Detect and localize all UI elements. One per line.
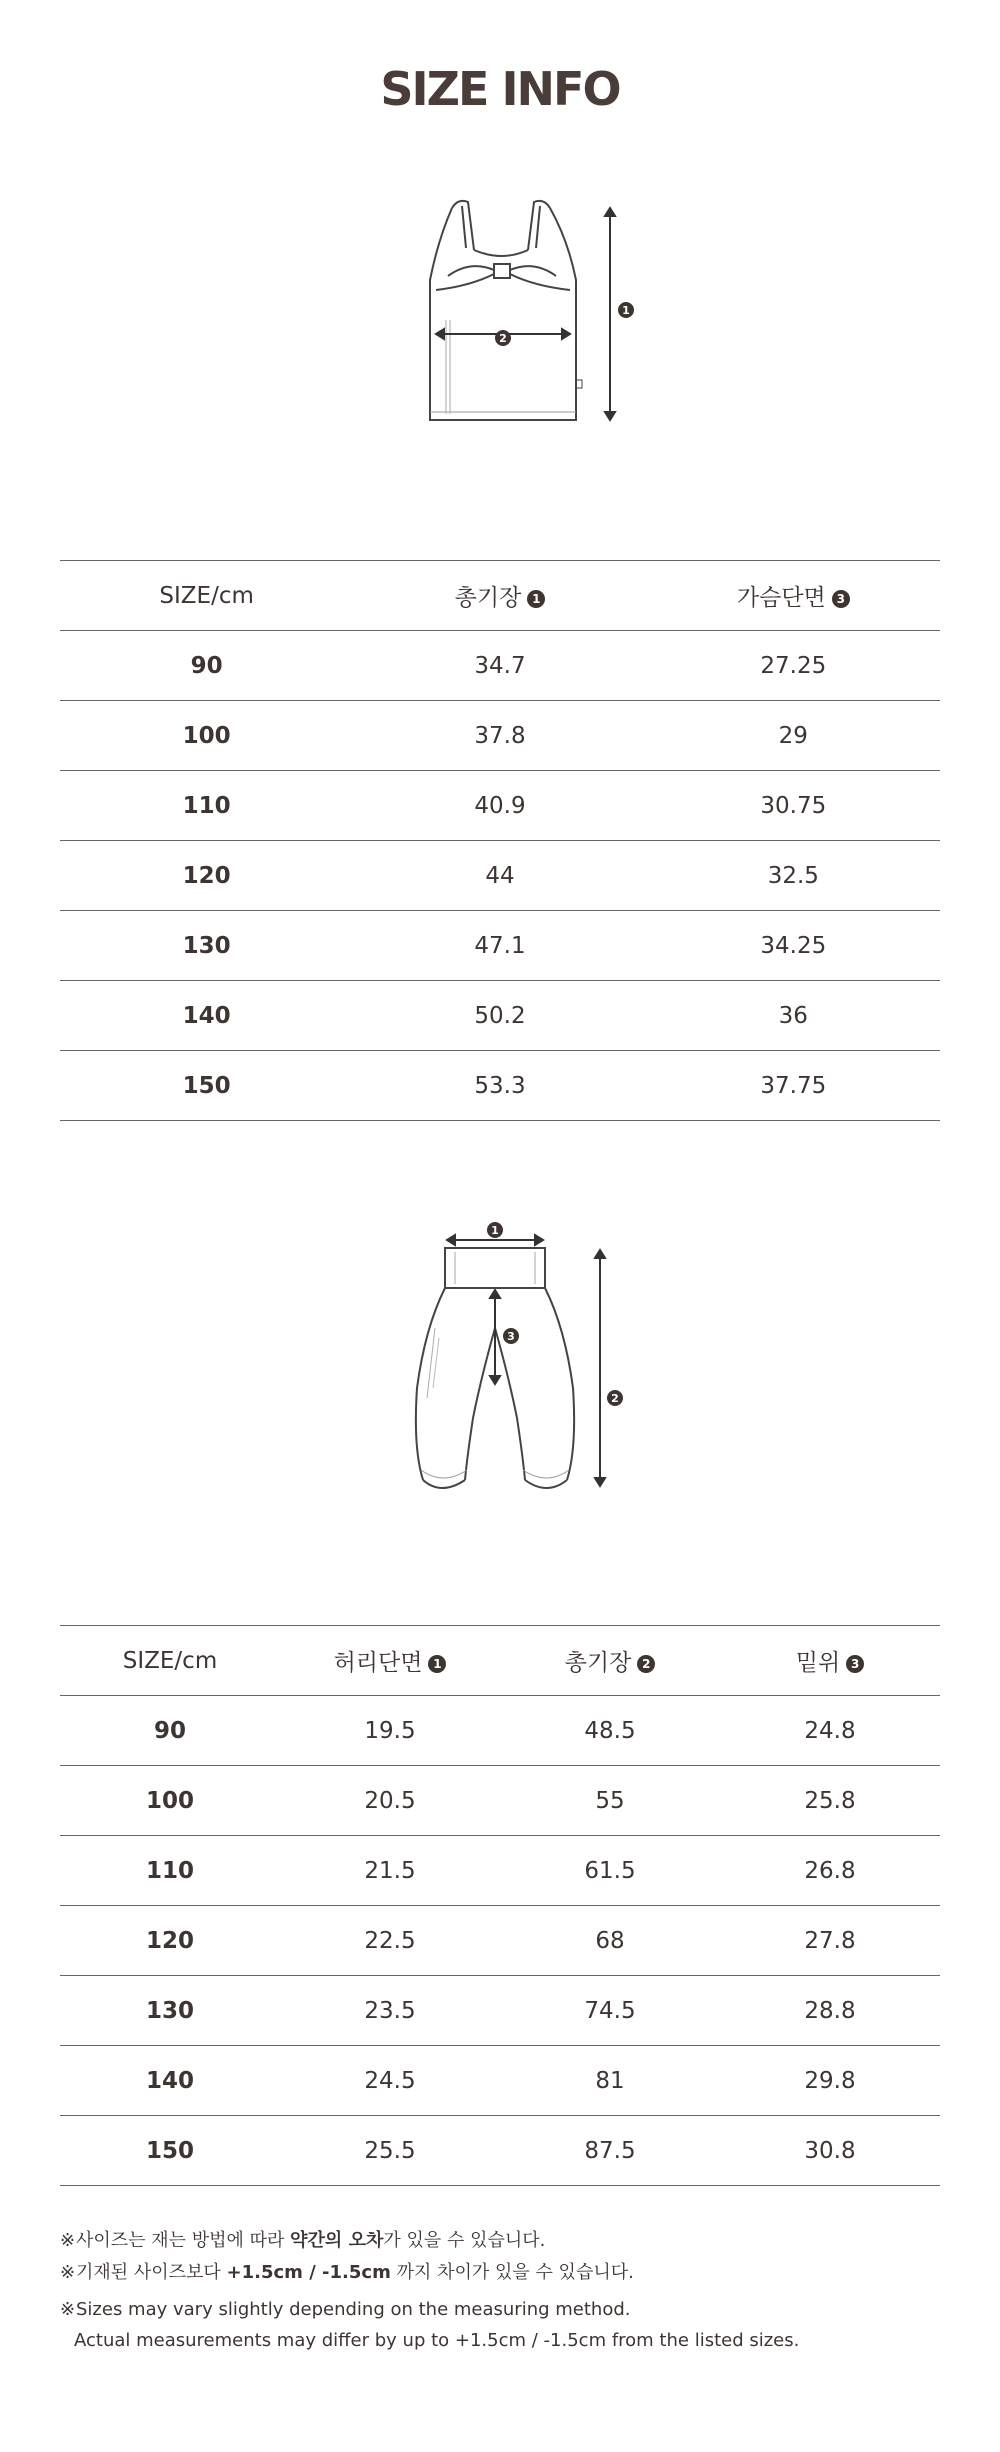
value-cell: 20.5 (364, 1787, 416, 1814)
table-row (60, 1906, 940, 1976)
size-notes (60, 2230, 960, 2366)
value-cell: 27.25 (760, 652, 827, 679)
table-row (60, 771, 940, 841)
note-kr-1: ※사이즈는 재는 방법에 따라 약간의 오차가 있을 수 있습니다. (60, 2230, 546, 2251)
value-cell: 87.5 (584, 2137, 636, 2164)
table-row (60, 1766, 940, 1836)
header-total-length: 총기장 1 (353, 579, 646, 612)
label-1: 1 (622, 304, 630, 317)
tank-top-illustration (400, 190, 660, 440)
value-cell: 44 (485, 862, 515, 889)
value-cell: 68 (595, 1927, 625, 1954)
size-cell: 120 (182, 862, 231, 889)
table-row (60, 911, 940, 981)
value-cell: 36 (778, 1002, 808, 1029)
value-cell: 37.75 (760, 1072, 827, 1099)
value-cell: 40.9 (474, 792, 526, 819)
size-cell: 100 (182, 722, 231, 749)
table-row (60, 1976, 940, 2046)
header-chest-width: 가슴단면 3 (647, 579, 940, 612)
table-row (60, 841, 940, 911)
value-cell: 37.8 (474, 722, 526, 749)
table-row (60, 981, 940, 1051)
size-cell: 140 (145, 2067, 194, 2094)
size-cell: 100 (145, 1787, 194, 1814)
label-length: 2 (611, 1392, 619, 1405)
header-size: SIZE/cm (159, 582, 254, 609)
value-cell: 55 (595, 1787, 625, 1814)
table-row (60, 701, 940, 771)
badge-1: 1 (428, 1655, 446, 1673)
size-cell: 150 (182, 1072, 231, 1099)
value-cell: 24.8 (804, 1717, 856, 1744)
size-cell: 120 (145, 1927, 194, 1954)
value-cell: 24.5 (364, 2067, 416, 2094)
table-row (60, 1051, 940, 1121)
value-cell: 74.5 (584, 1997, 636, 2024)
size-cell: 130 (182, 932, 231, 959)
header-size: SIZE/cm (122, 1647, 218, 1674)
page-title: SIZE INFO (380, 62, 620, 116)
value-cell: 61.5 (584, 1857, 636, 1884)
value-cell: 29 (778, 722, 808, 749)
value-cell: 23.5 (364, 1997, 416, 2024)
size-cell: 110 (182, 792, 231, 819)
size-cell: 90 (190, 652, 223, 679)
size-cell: 90 (153, 1717, 186, 1744)
value-cell: 48.5 (584, 1717, 636, 1744)
value-cell: 22.5 (364, 1927, 416, 1954)
bottom-size-table (60, 1625, 940, 2186)
label-waist: 1 (491, 1224, 499, 1237)
header-waist-width: 허리단면 1 (280, 1644, 500, 1677)
header-rise: 밑위 3 (720, 1644, 940, 1677)
top-size-table (60, 560, 940, 1121)
value-cell: 53.3 (474, 1072, 526, 1099)
size-cell: 140 (182, 1002, 231, 1029)
value-cell: 25.5 (364, 2137, 416, 2164)
value-cell: 27.8 (804, 1927, 856, 1954)
table-header-row (60, 561, 940, 631)
value-cell: 47.1 (474, 932, 526, 959)
badge-3: 3 (832, 590, 850, 608)
table-row (60, 631, 940, 701)
size-cell: 110 (145, 1857, 194, 1884)
value-cell: 29.8 (804, 2067, 856, 2094)
badge-3: 3 (846, 1655, 864, 1673)
value-cell: 21.5 (364, 1857, 416, 1884)
value-cell: 28.8 (804, 1997, 856, 2024)
badge-1: 1 (527, 590, 545, 608)
label-rise: 3 (507, 1330, 515, 1343)
value-cell: 30.75 (760, 792, 827, 819)
size-cell: 130 (145, 1997, 194, 2024)
table-header-row (60, 1626, 940, 1696)
table-row (60, 1696, 940, 1766)
header-total-length: 총기장 2 (500, 1644, 720, 1677)
value-cell: 50.2 (474, 1002, 526, 1029)
value-cell: 25.8 (804, 1787, 856, 1814)
note-kr-2: ※기재된 사이즈보다 +1.5cm / -1.5cm 까지 차이가 있을 수 있습니다. (60, 2262, 634, 2283)
size-cell: 150 (145, 2137, 194, 2164)
badge-2: 2 (637, 1655, 655, 1673)
table-row (60, 1836, 940, 1906)
value-cell: 34.25 (760, 932, 827, 959)
value-cell: 34.7 (474, 652, 526, 679)
label-2: 2 (499, 332, 507, 345)
value-cell: 19.5 (364, 1717, 416, 1744)
value-cell: 26.8 (804, 1857, 856, 1884)
value-cell: 30.8 (804, 2137, 856, 2164)
table-row (60, 2046, 940, 2116)
table-row (60, 2116, 940, 2186)
value-cell: 32.5 (767, 862, 819, 889)
value-cell: 81 (595, 2067, 625, 2094)
note-en: ※Sizes may vary slightly depending on the measuring method. Actual measurements may differ by up to +1.5cm / -1.5cm from the listed sizes. (60, 2299, 800, 2351)
pants-illustration (395, 1218, 635, 1508)
